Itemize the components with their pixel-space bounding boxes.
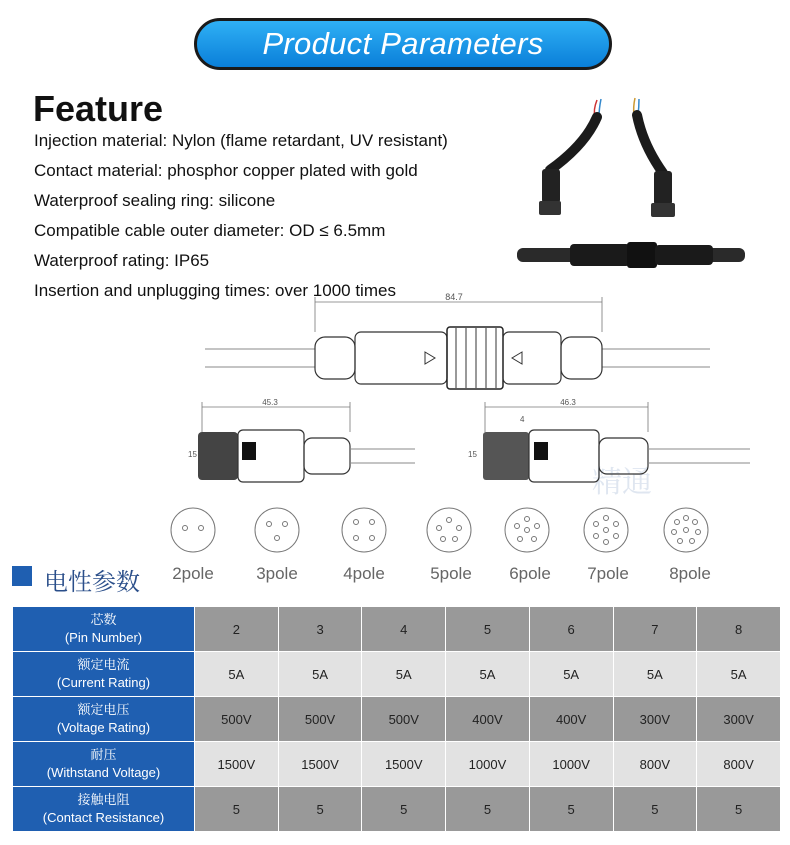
table-cell: 5A [529,652,613,697]
pole-label: 3pole [256,564,298,583]
connector-photo [515,95,745,275]
table-cell: 8 [697,607,781,652]
feature-line: Contact material: phosphor copper plated with gold [34,161,418,180]
table-cell: 5 [362,787,446,832]
pole-label: 8pole [669,564,711,583]
table-cell: 5 [613,787,697,832]
section-square-icon [12,566,32,586]
table-row [13,697,781,742]
table-cell: 400V [446,697,530,742]
row-header: 额定电流 (Current Rating) [13,652,195,697]
row-header: 芯数 (Pin Number) [13,607,195,652]
table-cell: 800V [697,742,781,787]
table-row [13,742,781,787]
table-cell: 1500V [278,742,362,787]
table-cell: 5A [613,652,697,697]
dim-small: 4 [520,415,525,424]
table-cell: 1500V [195,742,279,787]
technical-drawing [150,292,760,592]
title-banner [194,18,612,70]
table-cell: 400V [529,697,613,742]
pole-label: 2pole [172,564,214,583]
row-header: 接触电阻 (Contact Resistance) [13,787,195,832]
dim-total: 84.7 [445,292,463,302]
table-row [13,787,781,832]
table-cell: 6 [529,607,613,652]
table-row [13,652,781,697]
watermark-text: 精通 [592,465,652,500]
table-cell: 500V [195,697,279,742]
table-cell: 500V [278,697,362,742]
section-title: 电性参数 [44,568,140,596]
table-cell: 800V [613,742,697,787]
feature-line: Waterproof rating: IP65 [34,251,210,270]
dim-female: 46.3 [560,398,576,407]
feature-line: Insertion and unplugging times: over 1000 times [34,281,396,300]
dim-height-2: 15 [468,450,477,459]
table-cell: 5 [697,787,781,832]
dim-male: 45.3 [262,398,278,407]
table-cell: 4 [362,607,446,652]
feature-line: Compatible cable outer diameter: OD ≤ 6.5mm [34,221,386,240]
table-cell: 5A [195,652,279,697]
pole-label: 7pole [587,564,629,583]
banner-title: Product Parameters [262,26,544,61]
table-cell: 7 [613,607,697,652]
table-cell: 5 [278,787,362,832]
pole-label: 6pole [509,564,551,583]
table-cell: 5 [446,787,530,832]
spec-table [12,606,781,832]
dim-height: 15 [188,450,197,459]
table-cell: 5 [446,607,530,652]
table-cell: 300V [697,697,781,742]
table-cell: 3 [278,607,362,652]
pole-label: 4pole [343,564,385,583]
table-cell: 2 [195,607,279,652]
table-cell: 5 [529,787,613,832]
row-header: 额定电压 (Voltage Rating) [13,697,195,742]
table-cell: 1000V [529,742,613,787]
feature-heading: Feature [33,88,164,129]
pole-label: 5pole [430,564,472,583]
table-cell: 300V [613,697,697,742]
table-cell: 1000V [446,742,530,787]
table-cell: 5A [362,652,446,697]
feature-line: Injection material: Nylon (flame retardant, UV resistant) [34,131,448,150]
table-cell: 5A [446,652,530,697]
table-row [13,607,781,652]
table-cell: 5 [195,787,279,832]
row-header: 耐压 (Withstand Voltage) [13,742,195,787]
table-cell: 5A [278,652,362,697]
table-cell: 1500V [362,742,446,787]
table-cell: 5A [697,652,781,697]
feature-line: Waterproof sealing ring: silicone [34,191,276,210]
table-cell: 500V [362,697,446,742]
